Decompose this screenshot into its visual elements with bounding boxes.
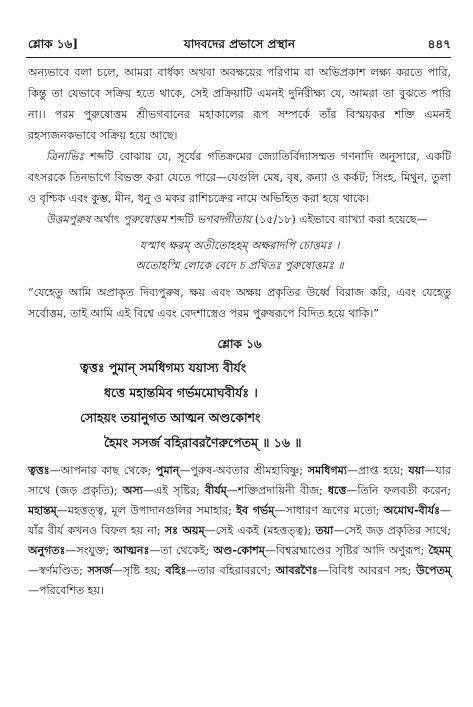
gloss-word: যয়া — [408, 464, 425, 477]
page-number: ৪৪৭ — [427, 37, 451, 51]
paragraph-text: অর্থাৎ — [90, 213, 124, 226]
paragraph-text: শব্দটি বোঝায় যে, সূর্যের গতিক্রমের জ্যোতির্বিদ্যাসম্মত গণনাদি অনুসারে, একটি বৎসরকে তিনভাগে বিভক্ত করা যেতে পারে—যেগুলি মেষ, বৃষ, কন্যা ও কর্কট; সিংহ, মিথুন, তুলা ও বৃশ্চিক এবং কুম্ভ, মীন, ধনু ও মকর রাশিচক্রের নামে অভিহিত করা হয়ে থাকে। — [28, 150, 451, 205]
gloss-word: পুমান্ — [155, 464, 180, 477]
gloss-meaning: সৃষ্টি হয়; — [123, 564, 166, 577]
gloss-meaning: মহত্তত্ত্ব, মূল উপাদানগুলির সমাহার; — [67, 504, 237, 517]
gloss-word: অণ্ড-কোশম্ — [213, 544, 265, 557]
gloss-meaning: এই সৃষ্টির; — [153, 484, 206, 497]
gloss-meaning: সেই জড় প্রকৃতির সাথে; — [344, 524, 451, 537]
paragraph-text: (১৫/১৮) এইভাবে ব্যাখ্যা করা হয়েছে— — [251, 213, 428, 226]
verse-line: অতোহস্মি লোকে বেদে চ প্রথিতঃ পুরুষোত্তমঃ ॥ — [135, 259, 344, 272]
verse-line: যস্মাৎ ক্ষরম্ অতীতোহহম্ অক্ষরাদপি চোত্তমঃ । — [139, 239, 340, 252]
gloss-meaning: তিনি ফলবতী করেন; — [357, 484, 451, 497]
gloss-meaning: প্রাপ্ত হয়ে; — [357, 464, 409, 477]
gloss-word: সমধিগম্য — [307, 464, 347, 477]
gloss-word: সসর্জ — [87, 564, 113, 577]
gloss-word: আত্মনঃ — [113, 544, 150, 557]
gloss-meaning: যাঁর বীর্য কখনও বিফল হয় না; — [28, 524, 165, 537]
term: ত্রিনাভিঃ — [46, 150, 85, 163]
gloss-meaning: বিশ্বব্রহ্মাণ্ডের সৃষ্টির আদি অণুরূপ; — [275, 544, 429, 557]
term: ভগবদ্গীতায় — [197, 213, 252, 226]
gloss-meaning: শক্তিপ্রদায়িনী বীজ; — [237, 484, 328, 497]
gloss-meaning: পরিবেশিত হয়। — [39, 584, 104, 597]
sloka-heading: শ্লোক ১৬ — [217, 337, 262, 351]
term: পুরুষোত্তম — [123, 213, 167, 226]
verse-translation: “যেহেতু আমি অপ্রাকৃত দিব্যপুরুষ, ক্ষয় এবং অক্ষয় প্রকৃতির উর্ধ্বে বিরাজ করি, এবং যেহেতু সর্বোত্তম, তাই আমি এই বিশ্বে এবং বেদশাস্ত্রেও পরম পুরুষরূপে বিদিত হয়ে থাকি।” — [28, 286, 451, 320]
gloss-word: বহিঃ — [165, 564, 187, 577]
sloka-line: ধত্তে মহান্তমিব গর্ভমমোঘবীর্যঃ । — [104, 385, 258, 400]
gloss-word: অস্য — [122, 484, 143, 497]
running-header — [28, 36, 451, 56]
gloss-word: ত্বত্তঃ — [28, 464, 50, 477]
gloss-word: হৈমম্ — [428, 544, 451, 557]
header-rule — [26, 57, 451, 58]
gloss-word: উপেতম্ — [416, 564, 451, 577]
gloss-word: বীর্যম্ — [205, 484, 227, 497]
gloss-word: ধত্তে — [327, 484, 347, 497]
gloss-meaning: তা থেকেই; — [160, 544, 214, 557]
sloka-line: হৈমং সসর্জ বহিরাবরণৈরুপেতম্ ॥ ১৬ ॥ — [104, 435, 302, 450]
paragraph: অন্যভাবে বলা চলে, আমরা বার্ধক্য অথবা অবক্ষয়ের পরিণাম বা অভিপ্রকাশ লক্ষ্য করতে পারি, কিন্তু তা যেভাবে সক্রিয় হতে থাকে, সেই প্রক্রিয়াটি এমনই দুর্নিরীক্ষ্য যে, আমরা তা বুঝতে পারি না।। পরম পুরুষোত্তম শ্রীভগবানের মহাকালের রূপ সম্পর্কে তাঁর বিস্ময়কর শক্তি এমনই রহস্যজনকভাবে সক্রিয় হয়ে আছে। — [28, 66, 451, 142]
paragraph — [28, 146, 451, 209]
gloss-meaning: আপনার কাছ থেকে; — [60, 464, 156, 477]
sloka-line: ত্বত্তঃ পুমান্ সমধিগম্য যয়াস্য বীর্যং — [80, 360, 247, 375]
gloss-meaning: যার সাথে (জড় প্রকৃতি); — [28, 464, 451, 497]
gloss-meaning: বিবিধ আবরণ সহ; — [328, 564, 417, 577]
gloss-meaning: সাধারণ ভ্রূণের মতো; — [285, 504, 384, 517]
quoted-verse — [28, 236, 451, 276]
gloss-word: অনুগতঃ — [28, 544, 66, 557]
gloss-word: তয়া — [315, 524, 334, 537]
gloss-word: আবরণৈঃ — [275, 564, 318, 577]
gloss-meaning: সেই একই (মহত্তত্ত্ব); — [215, 524, 316, 537]
header-verse-ref: শ্লোক ১৬] — [28, 37, 79, 51]
gloss-word: সঃ অয়ম্ — [164, 524, 205, 537]
paragraph — [28, 209, 451, 230]
term: উত্তমপুরুষ — [46, 213, 91, 226]
gloss-meaning: পুরুষ-অবতার শ্রীমহাবিষ্ণু; — [190, 464, 308, 477]
gloss-meaning: সংযুক্ত; — [76, 544, 114, 557]
paragraph-text: শব্দটি — [166, 213, 198, 226]
gloss-word: অমোঘ-বীর্যঃ — [383, 504, 440, 517]
sloka-line: সোহয়ং তয়ানুগত আত্মন অণ্ডকোশং — [80, 410, 261, 425]
gloss-meaning: তার বহিরাবরণে; — [197, 564, 276, 577]
gloss-word: ইব গর্ভম্ — [236, 504, 275, 517]
word-for-word-gloss: ত্বত্তঃ—আপনার কাছ থেকে; পুমান্—পুরুষ-অবতার শ্রীমহাবিষ্ণু; সমধিগম্য—প্রাপ্ত হয়ে; যয়া—যার সাথে (জড় প্রকৃতি); অস্য—এই সৃষ্টির; বীর্যম্—শক্তিপ্রদায়িনী বীজ; ধত্তে—তিনি ফলবতী করেন; মহান্তম্—মহত্তত্ত্ব, মূল উপাদানগুলির সমাহার; ইব গর্ভম্—সাধারণ ভ্রূণের মতো; অমোঘ-বীর্যঃ—যাঁর বীর্য কখনও বিফল হয় না; সঃ অয়ম্—সেই একই (মহত্তত্ত্ব); তয়া—সেই জড় প্রকৃতির সাথে; অনুগতঃ—সংযুক্ত; আত্মনঃ—তা থেকেই; অণ্ড-কোশম্—বিশ্বব্রহ্মাণ্ডের সৃষ্টির আদি অণুরূপ; হৈমম্—স্বর্ণমণ্ডিত; সসর্জ—সৃষ্টি হয়; বহিঃ—তার বহিরাবরণে; আবরণৈঃ—বিবিধ আবরণ সহ; উপেতম্—পরিবেশিত হয়। — [28, 464, 451, 597]
page-body — [28, 62, 451, 601]
gloss-word: মহান্তম্ — [28, 504, 57, 517]
gloss-meaning: স্বর্ণমণ্ডিত; — [39, 564, 88, 577]
header-chapter-title: যাদবদের প্রভাসে প্রস্থান — [183, 37, 296, 51]
sloka-text — [28, 355, 451, 455]
